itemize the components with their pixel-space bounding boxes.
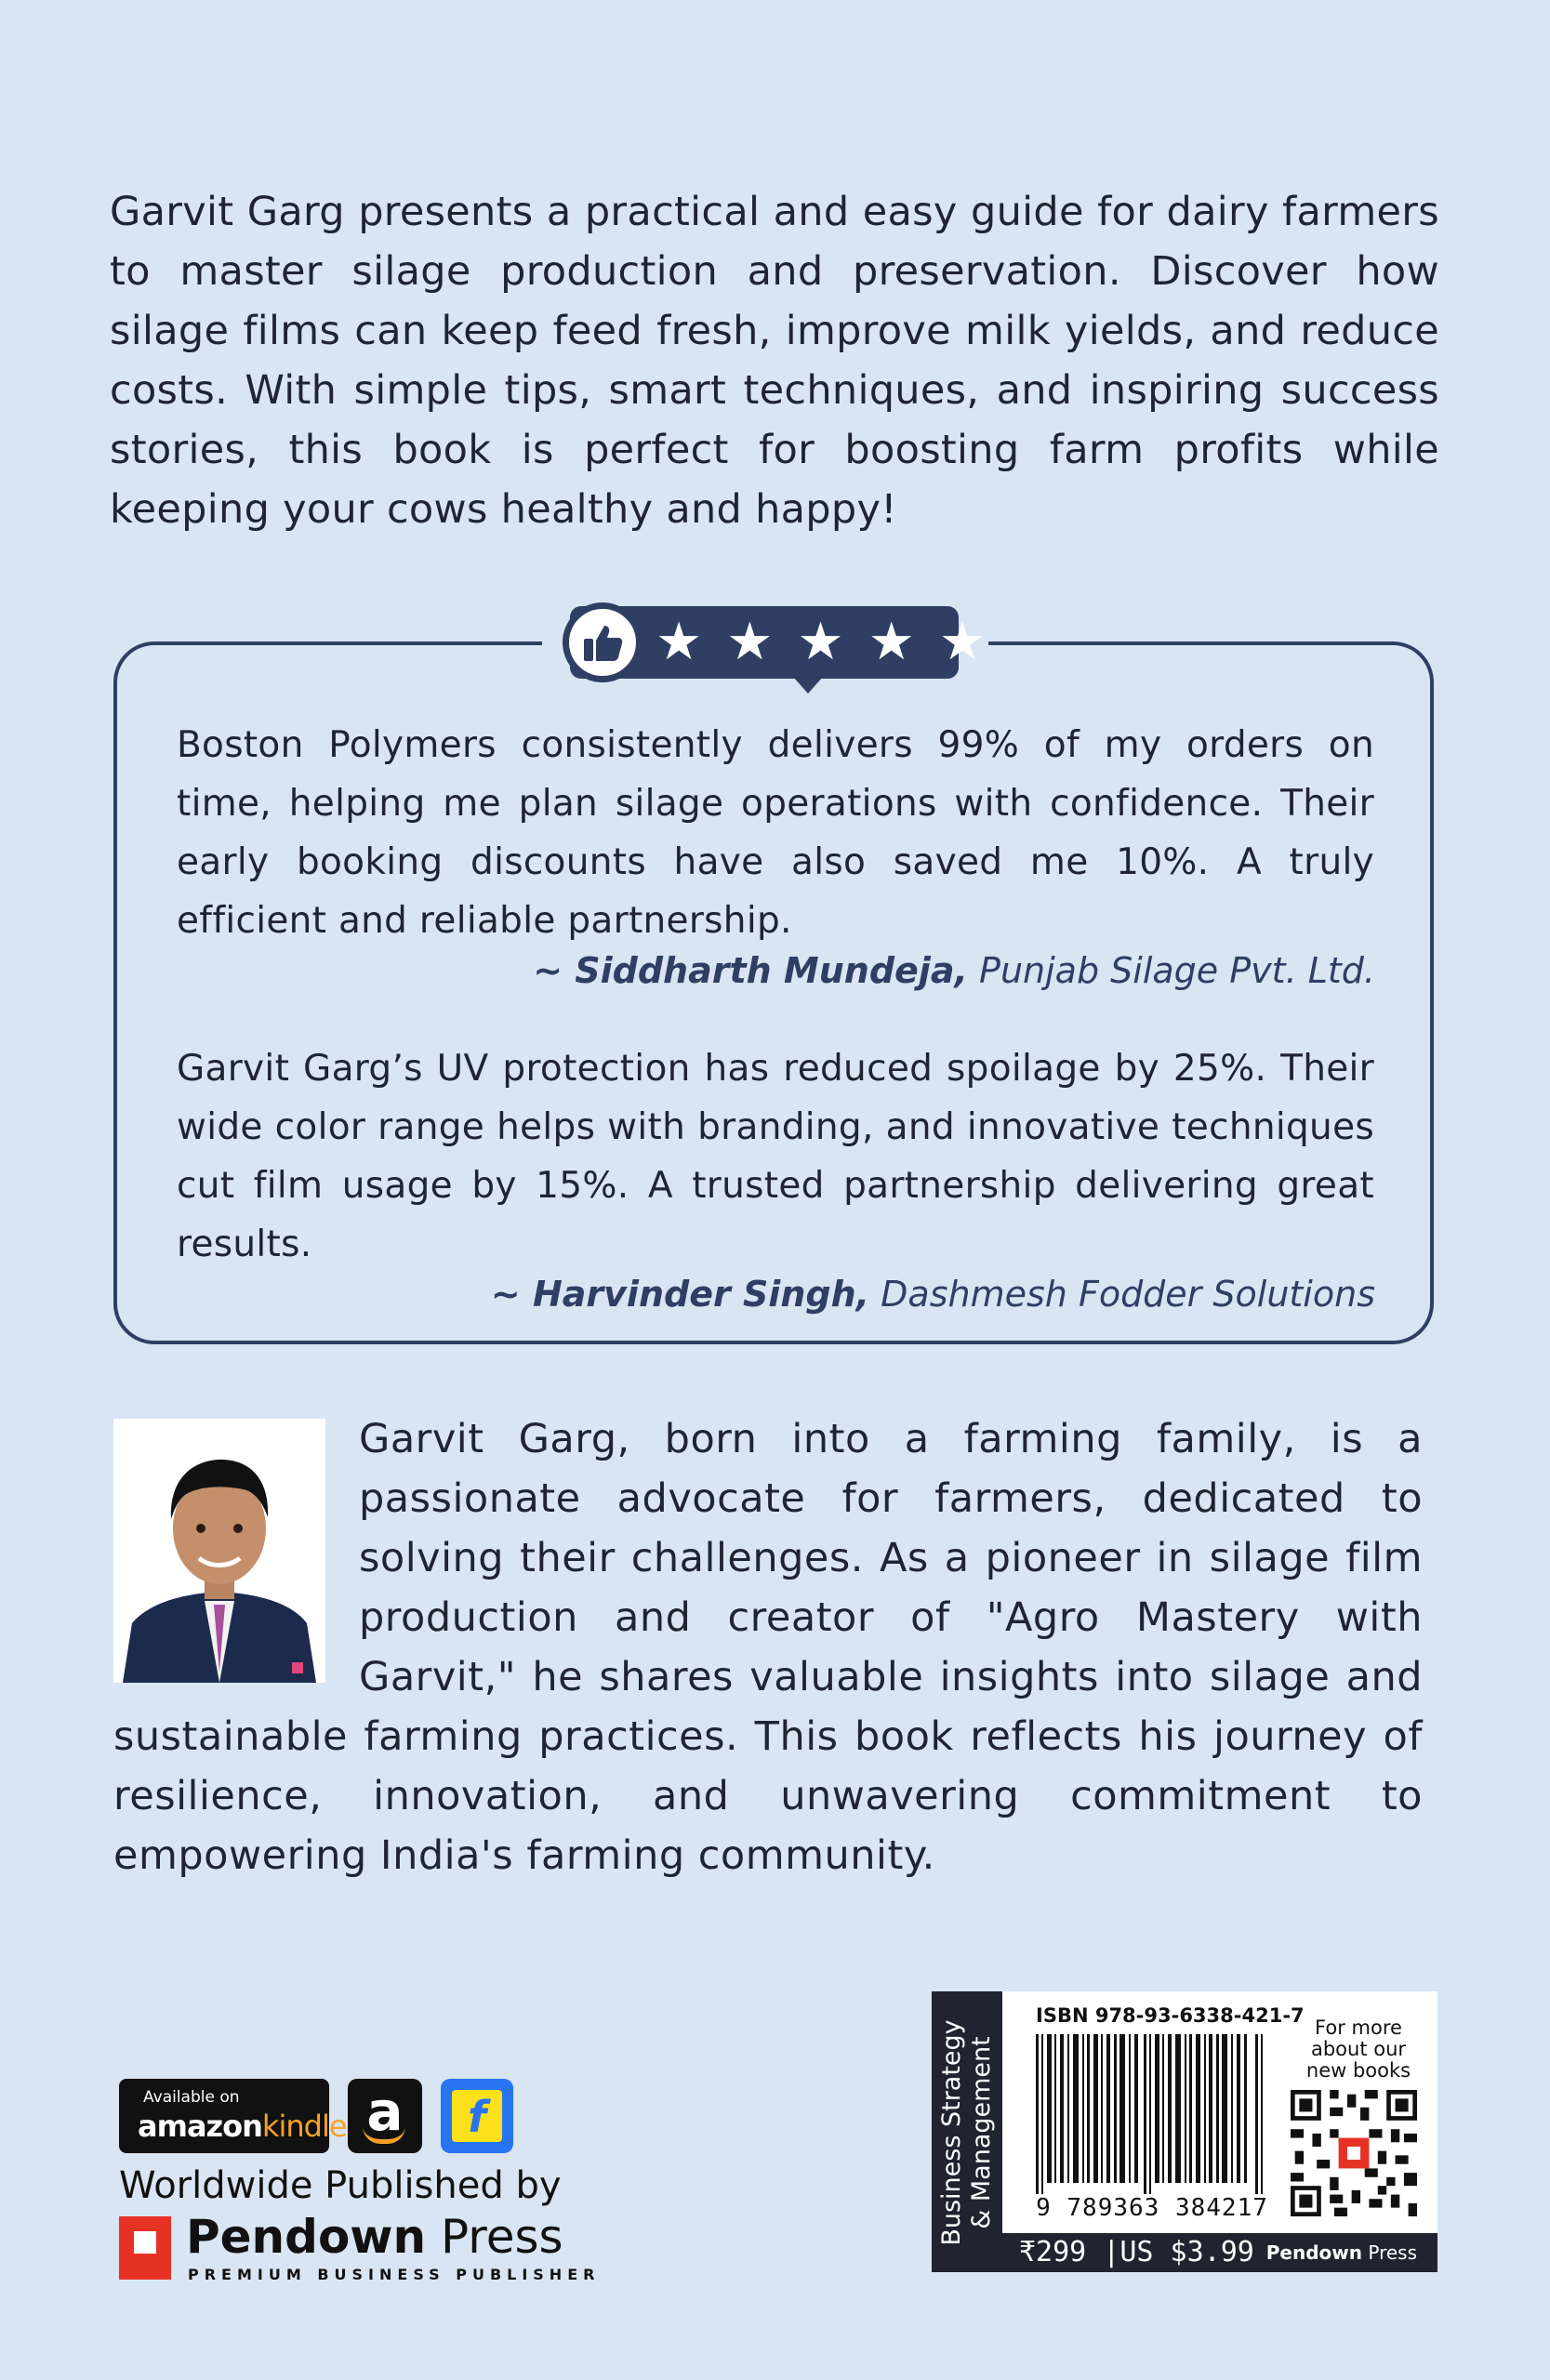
amazon-letter: a bbox=[366, 2080, 404, 2143]
review-text: Garvit Garg’s UV protection has reduced spoilage by 25%. Their wide color range helps with branding, and innovative techniques cut film usage by 15%. A trusted partnership delivering great results. bbox=[177, 1048, 1374, 1265]
more-books-label: For more about our new books bbox=[1305, 2016, 1411, 2082]
reviewer-company: Dashmesh Fodder Solutions bbox=[881, 1274, 1375, 1315]
category-spine bbox=[932, 1991, 1002, 2272]
imprint-label bbox=[1266, 2233, 1417, 2272]
kindle-available-label: Available on bbox=[143, 2088, 240, 2107]
category-line-2: & Management bbox=[967, 2036, 996, 2229]
publisher-tagline: PREMIUM BUSINESS PUBLISHER bbox=[188, 2266, 601, 2283]
barcode-icon bbox=[1036, 2034, 1265, 2194]
book-blurb: Garvit Garg presents a practical and easy guide for dairy farmers to master silage production and preservation. Discover how silage films can keep feed fresh, improve milk yields, and reduce costs. With simple tips, smart techniques, and inspiring success stories, this book is perfect for boosting farm profits while keeping your cows healthy and happy! bbox=[110, 189, 1439, 533]
rating-badge-area bbox=[542, 604, 988, 682]
review-attribution bbox=[491, 1268, 1375, 1320]
star-icon: ★ bbox=[938, 612, 987, 672]
isbn-label: ISBN 978-93-6338-421-7 bbox=[1036, 2004, 1305, 2027]
category-line-1: Business Strategy bbox=[937, 2019, 966, 2246]
isbn-block bbox=[932, 1991, 1437, 2272]
qr-code-icon[interactable] bbox=[1291, 2090, 1417, 2216]
star-icon: ★ bbox=[868, 612, 915, 672]
price-bar bbox=[1002, 2233, 1437, 2272]
star-icon: ★ bbox=[656, 612, 703, 672]
badge-pointer bbox=[793, 677, 823, 694]
amazon-kindle-badge[interactable] bbox=[119, 2079, 347, 2153]
thumbs-up-icon bbox=[563, 602, 643, 682]
publisher-name bbox=[186, 2209, 563, 2265]
star-icon: ★ bbox=[726, 612, 774, 672]
category-label bbox=[932, 1993, 1002, 2272]
review-attribution bbox=[533, 945, 1375, 997]
flipkart-bag: f bbox=[452, 2090, 502, 2142]
amazon-wordmark: amazon bbox=[138, 2109, 262, 2144]
publisher-name-light: Press bbox=[426, 2210, 563, 2264]
price-label: ₹299 |US $3.99 bbox=[1019, 2236, 1254, 2268]
pendown-logo-icon bbox=[119, 2216, 171, 2280]
publisher-name-bold: Pendown bbox=[186, 2210, 427, 2264]
star-icon: ★ bbox=[797, 612, 844, 672]
amazon-icon[interactable] bbox=[348, 2079, 422, 2153]
imprint-light: Press bbox=[1362, 2241, 1417, 2264]
author-bio bbox=[113, 1409, 1423, 1885]
review-text: Boston Polymers consistently delivers 99% of my orders on time, helping me plan silage operations with confidence. Their early booking discounts have also saved me 10%. A truly efficient and reliable partnership. bbox=[177, 724, 1374, 942]
rating-badge bbox=[570, 606, 987, 679]
author-bio-text: Garvit Garg, born into a farming family, is a passionate advocate for farmers, dedicated to solving their challenges. As a pioneer in silage film production and creator of "Agro Mastery with Garvit," he shares valuable insights into silage and sustainable farming practices. This book reflects his journey of resilience, innovation, and unwavering commitment to empowering India's farming community. bbox=[113, 1416, 1423, 1879]
five-star-rating bbox=[656, 610, 986, 675]
flipkart-icon[interactable] bbox=[441, 2079, 513, 2153]
reviewer-company: Punjab Silage Pvt. Ltd. bbox=[979, 950, 1375, 991]
reviewer-name: ~ Siddharth Mundeja, bbox=[533, 950, 968, 991]
kindle-logo bbox=[138, 2109, 347, 2144]
kindle-wordmark: kindle bbox=[261, 2109, 347, 2144]
published-by-label: Worldwide Published by bbox=[119, 2164, 562, 2207]
isbn-digits: 9 789363 384217 bbox=[1036, 2194, 1268, 2222]
imprint-bold: Pendown bbox=[1265, 2241, 1362, 2264]
photo-spacer bbox=[113, 1409, 359, 1690]
reviewer-name: ~ Harvinder Singh, bbox=[490, 1274, 870, 1315]
